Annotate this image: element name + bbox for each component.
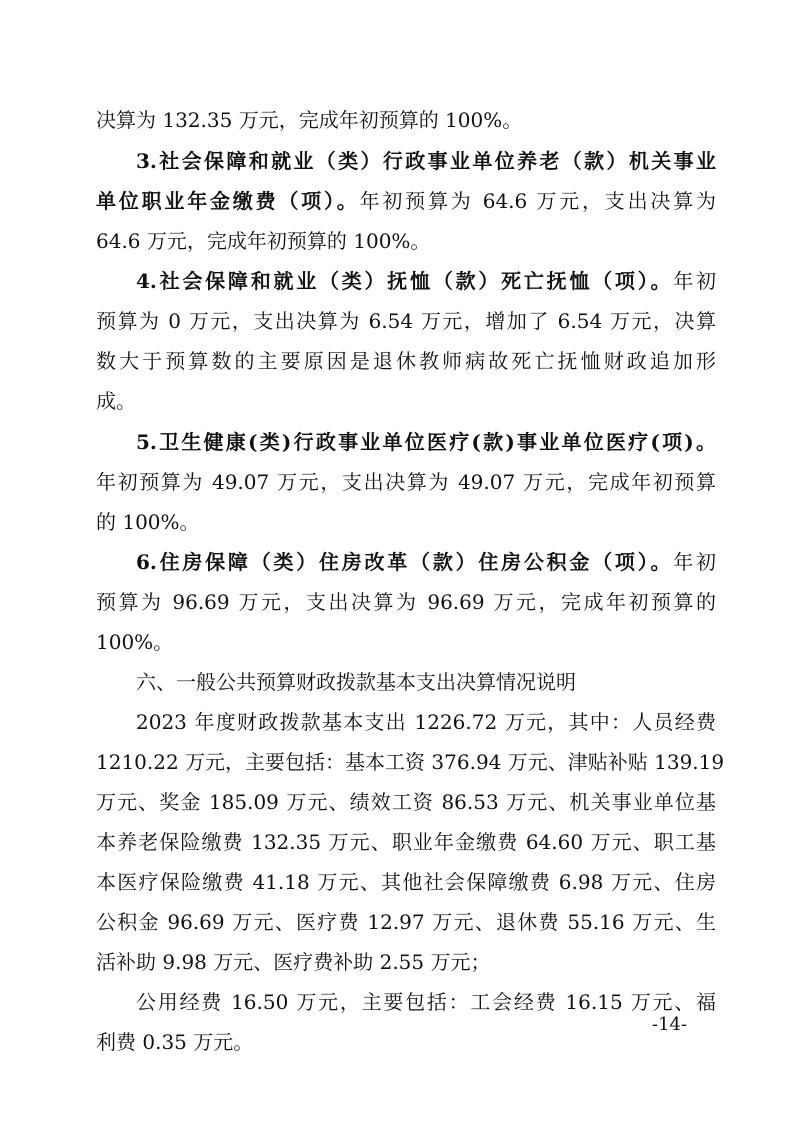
text-line: 本养老保险缴费 132.35 万元、职业年金缴费 64.60 万元、职工基: [96, 830, 716, 854]
section-heading-4: [136, 267, 716, 295]
bold-heading-text: 6.住房保障（类）住房改革（款）住房公积金（项）。: [136, 550, 674, 574]
text-line: 100%。: [96, 630, 174, 654]
text-line: 本医疗保险缴费 41.18 万元、其他社会保障缴费 6.98 万元、住房: [96, 870, 716, 894]
text-line: 2023 年度财政拨款基本支出 1226.72 万元，其中：人员经费: [136, 710, 716, 734]
text-line: 利费 0.35 万元。: [96, 1030, 254, 1054]
section-heading-5: [136, 428, 716, 456]
page-number: -14-: [652, 1014, 688, 1035]
section-heading-3: [136, 147, 716, 175]
text-line: 年初预算为 49.07 万元，支出决算为 49.07 万元，完成年初预算: [96, 470, 716, 494]
text-line: 万元、奖金 185.09 万元、绩效工资 86.53 万元、机关事业单位基: [96, 790, 716, 814]
body-text: 年初: [673, 269, 716, 293]
section-heading-6: [136, 548, 716, 576]
chapter-heading: 六、一般公共预算财政拨款基本支出决算情况说明: [136, 670, 576, 694]
text-line: 预算为 0 万元，支出决算为 6.54 万元，增加了 6.54 万元，决算: [96, 309, 716, 333]
bold-heading-text: 5.卫生健康(类)行政事业单位医疗(款)事业单位医疗(项)。: [136, 430, 716, 454]
text-line: 64.6 万元，完成年初预算的 100%。: [96, 229, 431, 253]
text-line: 活补助 9.98 万元、医疗费补助 2.55 万元；: [96, 950, 491, 974]
body-text: 年初预算为 64.6 万元，支出决算为: [359, 189, 716, 213]
bold-heading-text: 3.社会保障和就业（类）行政事业单位养老（款）机关事业: [136, 149, 716, 173]
text-line: 公积金 96.69 万元、医疗费 12.97 万元、退休费 55.16 万元、生: [96, 910, 716, 934]
text-line: 成。: [96, 389, 136, 413]
text-line: [96, 187, 716, 215]
text-line: 预算为 96.69 万元，支出决算为 96.69 万元，完成年初预算的: [96, 590, 716, 614]
body-text: 年初: [673, 550, 716, 574]
bold-heading-text: 4.社会保障和就业（类）抚恤（款）死亡抚恤（项）。: [136, 269, 674, 293]
text-line: 1210.22 万元，主要包括：基本工资 376.94 万元、津贴补贴 139.19: [96, 750, 725, 774]
text-line: 的 100%。: [96, 510, 200, 534]
text-line: 决算为 132.35 万元，完成年初预算的 100%。: [96, 108, 523, 132]
text-line: 公用经费 16.50 万元，主要包括：工会经费 16.15 万元、福: [136, 990, 716, 1014]
bold-heading-text: 单位职业年金缴费（项）。: [96, 189, 360, 213]
text-line: 数大于预算数的主要原因是退休教师病故死亡抚恤财政追加形: [96, 349, 716, 373]
